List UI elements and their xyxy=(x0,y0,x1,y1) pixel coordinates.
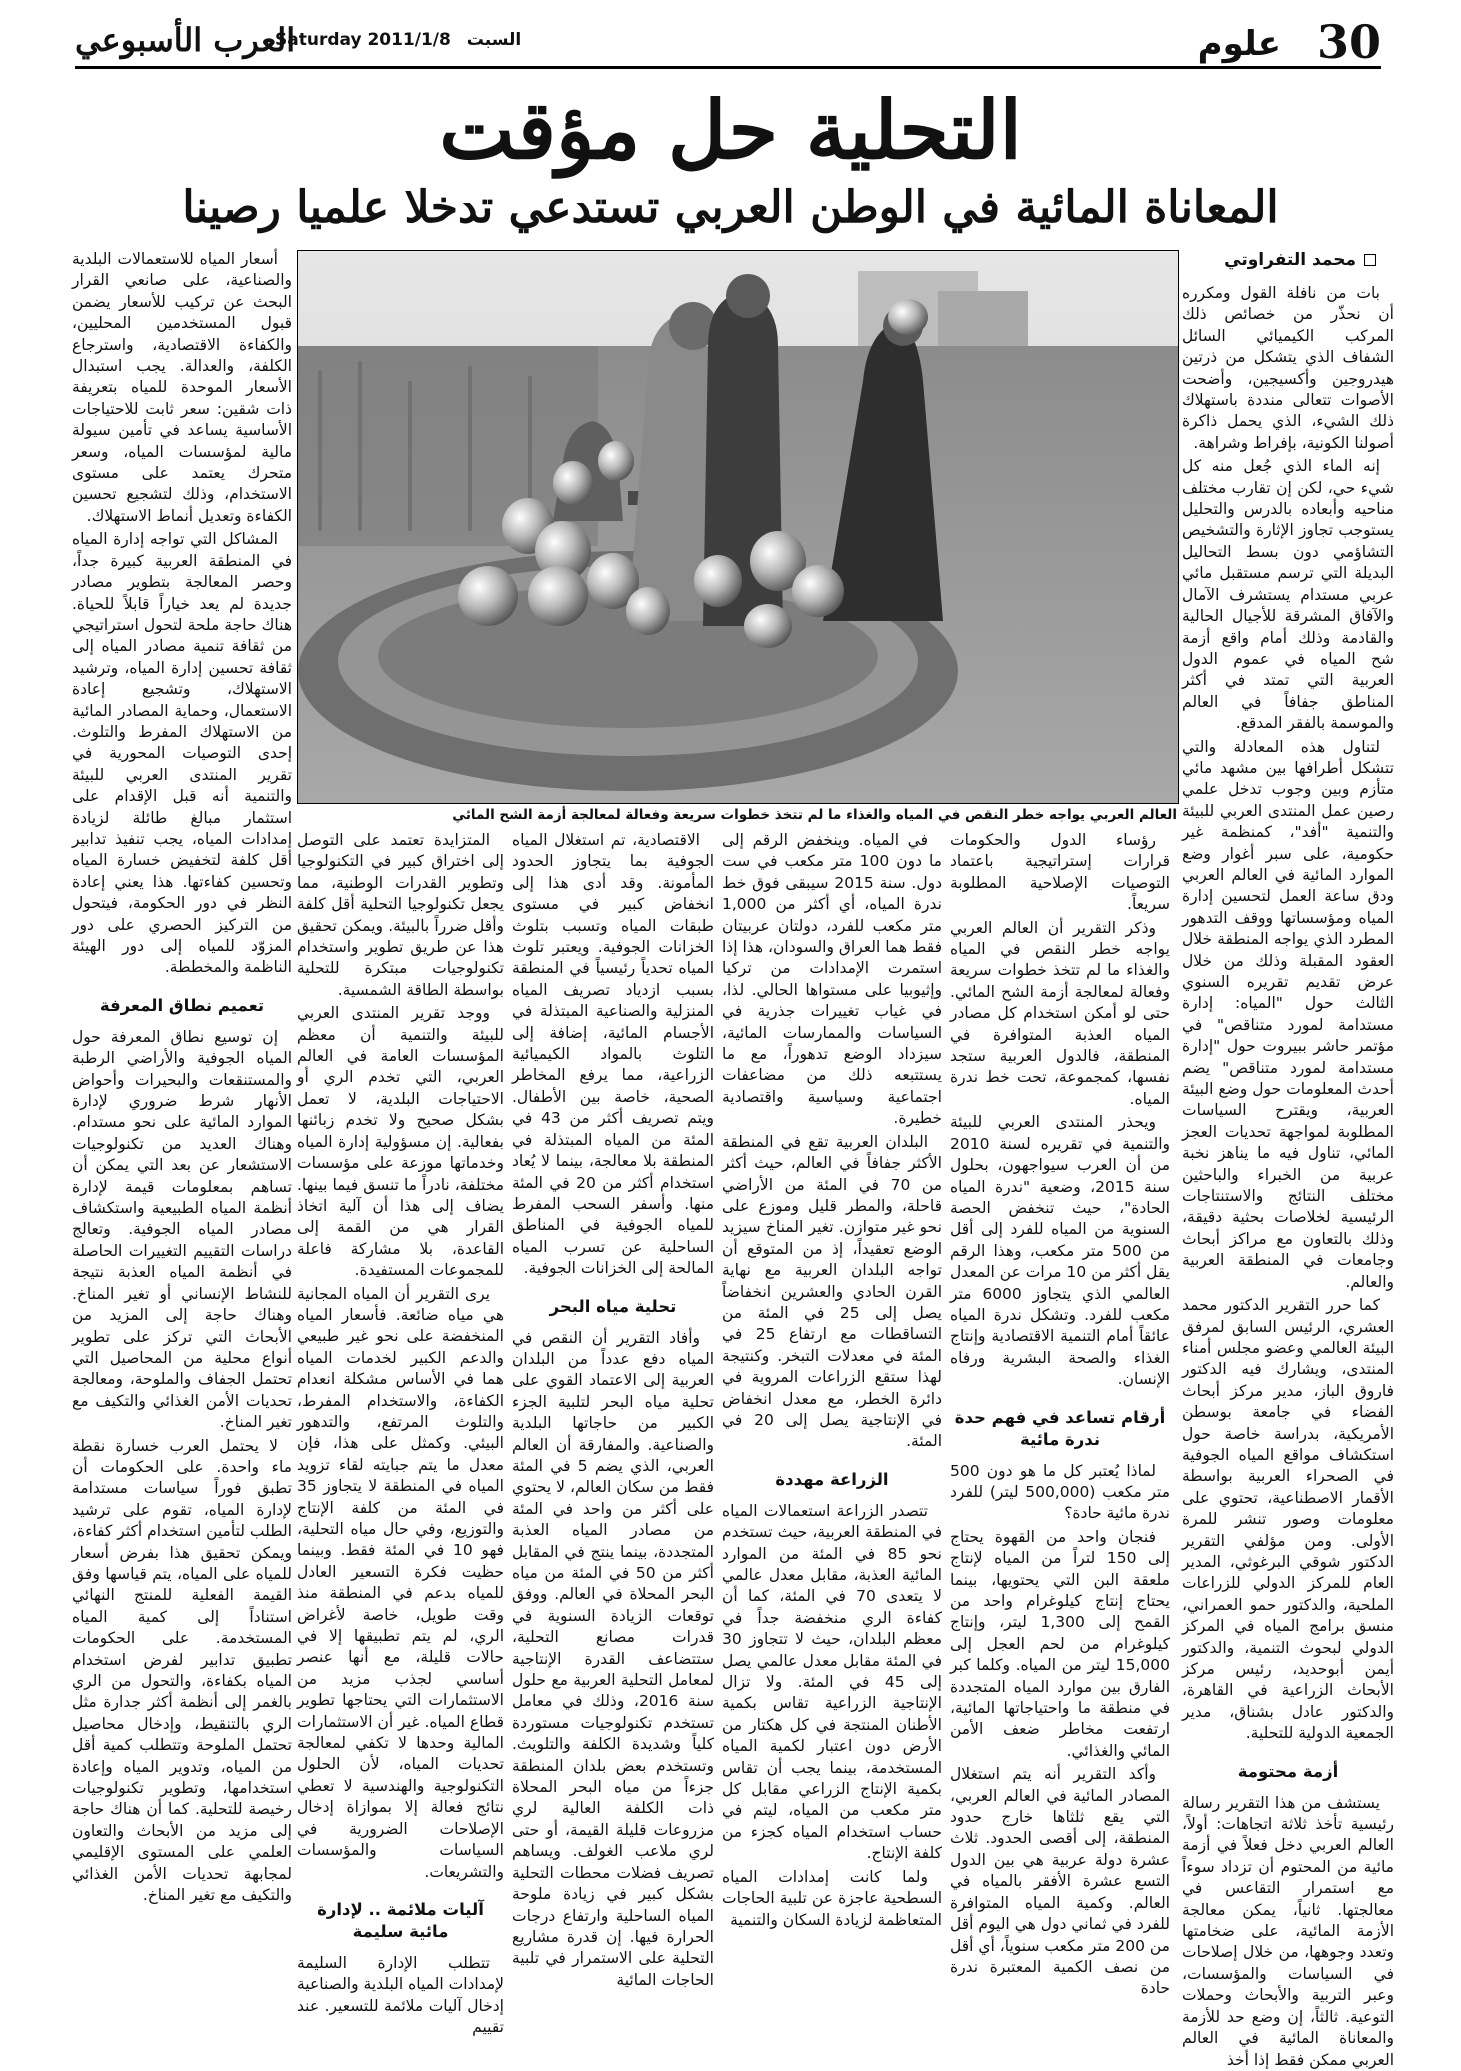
paragraph: لا يحتمل العرب خسارة نقطة ماء واحدة. على الحكومات أن تطبق فوراً سياسات مستدامة لإدارة المياه، تقوم على ترشيد الطلب لتأمين استخدام أكثر كفاءة، ويمكن تحقيق هذا بفرض أسعار للمياه على المياه، يتم قياسها وفق القيمة الفعلية للمنتج النهائي استناداً إلى كمية المياه المستخدمة. على الحكومات تطبيق تدابير لفرض استخدام المياه بكفاءة، والتحول من الري بالغمر إلى أنظمة أكثر جدارة مثل الري بالتنقيط، وإدخال محاصيل تحتمل الملوحة وتتطلب كمية أقل من المياه، وتدوير المياه وإعادة استخدامها، وتطوير تكنولوجيات رخيصة للتحلية. كما أن هناك حاجة إلى مزيد من الأبحاث والتعاون العلمي على المستوى الإقليمي لمجابهة تحديات الأمن الغذائي والتكيف مع تغير المناخ. xyxy=(72,1436,292,1905)
paragraph: البلدان العربية تقع في المنطقة الأكثر جفافاً في العالم، حيث أكثر من 70 في المئة من الأراضي قاحلة، والمطر قليل وموزع على نحو غير متوازن. تغير المناخ سيزيد الوضع تعقيداً، إذ من المتوقع أن تواجه البلدان العربية مع نهاية القرن الحادي والعشرين انخفاضاً يصل إلى 25 في المئة من التساقطات مع ارتفاع 25 في المئة في معدلات التبخر. وكنتيجة لهذا ستقع الزراعات المروية في دائرة الخطر، مع معدل انخفاض في الإنتاجية يصل إلى 20 في المئة. xyxy=(722,1132,942,1451)
paragraph: لتناول هذه المعادلة والتي تتشكل أطرافها بين مشهد مائي متأزم وبين وجوب تدخل علمي رصين عمل المنتدى العربي للبيئة والتنمية "أفد"، كمنظمة غير حكومية، على سبر أغوار وضع الموارد المائية في العالم العربي ودق ساعة العمل لتحسين إدارة المياه ومؤسساتها ووقف التدهور المطرد الذي يواجه المنطقة خلال العقود المقبلة وذلك من خلال عرض تقديم تقريره السنوي الثالث حول "المياه: إدارة مستدامة لمورد متناقص" في مؤتمر حاشر ببيروت حول "إدارة مستدامة لمورد متناقص" يضم أحدث المعلومات حول وضع البيئة العربية، ويقترح السياسات المطلوبة لمواجهة تحديات العجز المائي، تناول فيه ما يناهز نخبة عربية من الخبراء والباحثين مختلف النتائج والاستنتاجات الرئيسية لخلاصات بحثية دقيقة، وذلك بالتعاون مع مراكز أبحاث وجامعات في المنطقة العربية والعالم. xyxy=(1182,737,1394,1291)
paragraph: وأفاد التقرير أن النقص في المياه دفع عدداً من البلدان العربية إلى الاعتماد القوي على تحلية مياه البحر لتلبية الجزء الكبير من حاجاتها البلدية والصناعية. والمفارقة أن العالم العربي، الذي يضم 5 في المئة فقط من سكان العالم، لا يحتوي على أكثر من واحد في المئة من مصادر المياه العذبة المتجددة، بينما ينتج في المقابل أكثر من 50 في المئة من مياه البحر المحلاة في العالم. ووفق توقعات الزيادة السنوية في قدرات مصانع التحلية، ستتضاعف القدرة الإنتاجية لمعامل التحلية العربية مع حلول سنة 2016، وذلك في معامل تستخدم تكنولوجيات مستوردة كلياً وشديدة الكلفة والتلويث. وتستخدم بعض بلدان المنطقة جزءاً من مياه البحر المحلاة ذات الكلفة العالية لري مزروعات قليلة القيمة، أو حتى لري ملاعب الغولف. ويساهم تصريف فضلات محطات التحلية بشكل كبير في زيادة ملوحة المياه الساحلية وارتفاع درجات الحرارة فيها. إن قدرة مشاريع التحلية على الاستمرار في تلبية الحاجات المائية xyxy=(512,1328,714,1989)
article-column-2 xyxy=(950,830,1171,1998)
section-heading: أرقام تساعد في فهم حدة ندرة مائية xyxy=(954,1407,1166,1449)
article-headline: التحلية حل مؤقت xyxy=(439,83,1022,177)
article-column-1 xyxy=(1182,283,1394,2069)
section-heading: تعميم نطاق المعرفة xyxy=(99,995,265,1015)
paragraph: ووجد تقرير المنتدى العربي للبيئة والتنمية أن معظم المؤسسات العامة في العالم العربي، التي تخدم الري أو الاحتياجات البلدية، لا تعمل بشكل صحيح ولا تخدم زبائنها بفعالية. إن مسؤولية إدارة المياه وخدماتها موزعة على مؤسسات مختلفة، نادراً ما تنسق فيما بينها. يضاف إلى هذا أن آلية اتخاذ القرار هي من القمة إلى القاعدة، بلا مشاركة فاعلة للمجموعات المستفيدة. xyxy=(297,1004,504,1280)
section-heading: تحلية مياه البحر xyxy=(549,1296,677,1316)
issue-date-ar: السبت xyxy=(466,30,522,50)
issue-date xyxy=(275,26,521,54)
paragraph: فنجان واحد من القهوة يحتاج إلى 150 لتراً من المياه لإنتاج ملعقة البن التي يحتويها، بينما يحتاج إنتاج كيلوغرام واحد من القمح إلى 1,300 ليتر، وإنتاج كيلوغرام من لحم العجل إلى 15,000 ليتر من المياه. وكلما كبر الفارق بين موارد المياه المتجددة في منطقة ما واحتياجاتها المائية، ارتفعت مخاطر ضعف الأمن المائي والغذائي. xyxy=(950,1527,1171,1760)
paragraph: يستشف من هذا التقرير رسالة رئيسية تأخذ ثلاثة اتجاهات: أولاً، العالم العربي دخل فعلاً في أزمة مائية من المحتوم أن تزداد سوءاً مع استمرار التقاعس في معالجتها. ثانياً، يمكن معالجة الأزمة المائية، على ضخامتها وتعدد وجوهها، من خلال إصلاحات في السياسات والمؤسسات، وعبر التربية والأبحاث وحملات التوعية. ثالثاً، إن وضع حد للأزمة والمعاناة المائية في العالم العربي ممكن فقط إذا أخذ xyxy=(1182,1793,1394,2069)
paragraph: كما حرر التقرير الدكتور محمد العشري، الرئيس السابق لمرفق البيئة العالمي وعضو مجلس أمناء المنتدى، ويشارك فيه الدكتور فاروق الباز، مدير مركز أبحاث الفضاء في جامعة بوسطن الأمريكية، بدراسة خاصة حول استكشاف مواقع المياه الجوفية في الصحراء العربية بواسطة الأقمار الاصطناعية، تحتوي على معلومات وصور تنشر للمرة الأولى. ومن مؤلفي التقرير الدكتور شوقي البرغوثي، المدير العام للمركز الدولي للزراعات الملحية، والدكتور حمو العمراني، منسق برامج المياه في المركز الدولي لبحوث التنمية، والدكتور أيمن أبوحديد، رئيس مركز الأبحاث الزراعية في القاهرة، والدكتور عادل بشناق، مدير الجمعية الدولية للتحلية. xyxy=(1182,1296,1394,1743)
masthead-logo: العرب الأسبوعي xyxy=(75,21,296,59)
paragraph: رؤساء الدول والحكومات قرارات إستراتيجية باعتماد التوصيات الإصلاحية المطلوبة سريعاً. xyxy=(950,831,1170,914)
section-name: علوم xyxy=(1197,24,1281,64)
photo-caption: العالم العربي يواجه خطر النقص في المياه والغذاء ما لم تتخذ خطوات سريعة وفعالة لمعالجة أزمة الشح المائي xyxy=(452,807,1177,823)
paragraph: بات من نافلة القول ومكرره أن نحذّر من خصائص ذلك المركب الكيميائي السائل الشفاف الذي يتشكل من ذرتين هيدروجين وأكسيجين، وأضحت الأصوات تتعالى منددة باستهلاك ذلك الشيء، الذي يحمل ذاكرة أصولنا الكونية، بإفراط وشراهة. xyxy=(1182,284,1394,452)
paragraph: إن توسيع نطاق المعرفة حول المياه الجوفية والأراضي الرطبة والمستنقعات والبحيرات وأحواض الأنهار شرط ضروري لإدارة الموارد المائية على نحو مستدام. وهناك العديد من تكنولوجيات الاستشعار عن بعد التي يمكن أن تساهم بمعلومات قيمة لإدارة أنظمة المياه الطبيعية واستكشاف مصادر المياه الجوفية. وتعالج دراسات التقييم التغييرات الحاصلة في أنظمة المياه العذبة نتيجة للنشاط الإنساني أو تغير المناخ. وهناك حاجة إلى المزيد من الأبحاث التي تركز على تطوير أنواع محلية من المحاصيل التي تحتمل الجفاف والملوحة، ومعالجة تحديات الأمن الغذائي والتكيف مع تغير المناخ. xyxy=(72,1027,292,1432)
article-column-3 xyxy=(722,830,943,1929)
paragraph: المتزايدة تعتمد على التوصل إلى اختراق كبير في التكنولوجيا وتطوير القدرات الوطنية، مما يجعل تكنولوجيا التحلية أقل كلفة وأقل ضرراً بالبيئة. ويمكن تحقيق هذا عن طريق تطوير واستخدام تكنولوجيات مبتكرة للتحلية بواسطة الطاقة الشمسية. xyxy=(297,831,504,999)
paragraph: لماذا يُعتبر كل ما هو دون 500 متر مكعب (500,000 ليتر) للفرد ندرة مائية حادة؟ xyxy=(950,1461,1171,1523)
article-subtitle: المعاناة المائية في الوطن العربي تستدعي تدخلا علميا رصينا xyxy=(182,182,1279,233)
paragraph: ويحذر المنتدى العربي للبيئة والتنمية في تقريره لسنة 2010 من أن العرب سيواجهون، بحلول سنة 2015، وضعية "ندرة المياه الحادة"، حيث تنخفض الحصة السنوية من المياه للفرد إلى أقل من 500 متر مكعب، وهذا الرقم يقل أكثر من 10 مرات عن المعدل العالمي الذي يتجاوز 6000 متر مكعب للفرد. وتشكل ندرة المياه عائقاً أمام التنمية الاقتصادية وإنتاج الغذاء والصحة البشرية ورفاه الإنسان. xyxy=(950,1113,1171,1389)
section-heading: أزمة محتومة xyxy=(1237,1761,1339,1781)
paragraph: المشاكل التي تواجه إدارة المياه في المنطقة العربية كبيرة جداً، وحصر المعالجة بتطوير مصادر جديدة لم يعد خياراً قابلاً للحياة. هناك حاجة ملحة لتحول استراتيجي من ثقافة تنمية مصادر المياه إلى ثقافة تحسين إدارة المياه، وترشيد الاستهلاك، وتشجيع إعادة الاستعمال، وحماية المصادر المائية من الاستهلاك المفرط والتلوث. إحدى التوصيات المحورية في تقرير المنتدى العربي للبيئة والتنمية أنه قبل الإقدام على استثمار مبالغ طائلة لزيادة إمدادات المياه، يجب تنفيذ تدابير أقل كلفة لتخفيض خسارة المياه وتحسين كفاءتها. هذا يعني إعادة النظر في دور الحكومة، فيتحول من التركيز الحصري على دور المزوّد للمياه إلى دور الهيئة الناظمة والمخططة. xyxy=(72,530,292,977)
paragraph: أسعار المياه للاستعمالات البلدية والصناعية، على صانعي القرار البحث عن تركيب للأسعار يضمن قبول المستخدمين المحليين، والكفاءة الاقتصادية، واسترجاع الكلفة، والعدالة. يجب استبدال الأسعار الموحدة للمياه بتعريفة ذات شقين: سعر ثابت للاحتياجات الأساسية يساعد في تأمين سيولة مالية لمؤسسات المياه، وسعر متحرك يعتمد على مستوى الاستخدام، وذلك لتشجيع تحسين الكفاءة وتعديل أنماط الاستهلاك. xyxy=(72,250,292,525)
page-header xyxy=(75,15,1381,69)
paragraph: وأكد التقرير أنه يتم استغلال المصادر المائية في العالم العربي، التي يقع ثلثاها خارج حدود المنطقة، إلى أقصى الحدود. ثلاث عشرة دولة عربية هي بين الدول التسع عشرة الأفقر بالمياه في العالم. وكمية المياه المتوافرة للفرد في ثماني دول هي اليوم أقل من 200 متر مكعب سنوياً، أي أقل من نصف الكمية المعتبرة ندرة حادة xyxy=(950,1765,1170,1998)
section-heading: آليات ملائمة .. لإدارة مائية سليمة xyxy=(317,1899,484,1941)
paragraph: في المياه. وينخفض الرقم إلى ما دون 100 متر مكعب في ست دول. سنة 2015 سيبقى فوق خط ندرة المياه، أي أكثر من 1,000 متر مكعب للفرد، دولتان عربيتان فقط هما العراق والسودان، هذا إذا استمرت الإمدادات من تركيا وإثيوبيا على مستواها الحالي. لذا، في غياب تغييرات جذرية في السياسات والممارسات المائية، سيزداد الوضع تدهوراً، مع ما يستتبعه ذلك من مضاعفات اجتماعية وسياسية واقتصادية خطيرة. xyxy=(722,831,943,1128)
section-heading: الزراعة مهددة xyxy=(775,1469,889,1489)
photo-women-at-well xyxy=(298,251,1178,803)
paragraph: تتطلب الإدارة السليمة لإمدادات المياه البلدية والصناعية إدخال آليات ملائمة للتسعير. عند تقييم xyxy=(297,1953,504,2037)
paragraph: وذكر التقرير أن العالم العربي يواجه خطر النقص في المياه والغذاء ما لم تتخذ خطوات سريعة وفعالة لمعالجة أزمة الشح المائي. حتى لو أمكن استخدام كل مصادر المياه العذبة المتوافرة في المنطقة، فالدول العربية ستجد نفسها، كمجموعة، تحت خط ندرة المياه. xyxy=(950,918,1170,1108)
square-bullet-icon xyxy=(1364,254,1376,266)
author-name: محمد التفراوتي xyxy=(1224,250,1356,270)
article-column-6 xyxy=(72,249,292,1905)
paragraph: تتصدر الزراعة استعمالات المياه في المنطقة العربية، حيث تستخدم نحو 85 في المئة من الموارد المائية العذبة، مقابل معدل عالمي لا يتعدى 70 في المئة، كما أن كفاءة الري منخفضة جداً في معظم البلدان، حيث لا تتجاوز 30 في المئة مقابل معدل عالمي يصل إلى 45 في المئة. ولا تزال الإنتاجية الزراعية تقاس بكمية الأطنان المنتجة في كل هكتار من الأرض دون اعتبار لكمية المياه المستخدمة، بينما يجب أن تقاس بكمية الإنتاج الزراعي مقابل كل متر مكعب من المياه، ليتم في حساب استخدام المياه كجزء من كلفة الإنتاج. xyxy=(722,1501,942,1863)
issue-date-en: Saturday 2011/1/8 xyxy=(275,30,451,50)
paragraph: ولما كانت إمدادات المياه السطحية عاجزة عن تلبية الحاجات المتعاظمة لزيادة السكان والتنمية xyxy=(722,1867,942,1929)
author-byline xyxy=(1161,248,1376,272)
page-number: 30 xyxy=(1316,15,1381,69)
article-column-5 xyxy=(297,830,504,2037)
article-column-4 xyxy=(512,830,714,1989)
paragraph: إنه الماء الذي جُعل منه كل شيء حي، لكن إن تقارب مختلف مناحيه وأبعاده بالدرس والتحليل يستوجب تجاوز الإثارة والتشخيص التشاؤمي دون بسط التحاليل البديلة التي ترسم مستقبل مائي عربي مستدام يستشرف الآمال والآفاق المشرقة للأجيال الحالية والقادمة وذلك أمام واقع أزمة شح المياه في عموم الدول العربية التي تمتد في أكثر المناطق جفافاً في العالم والموسمة بالفقر المدقع. xyxy=(1182,457,1394,733)
article-photo xyxy=(297,250,1179,804)
paragraph: يرى التقرير أن المياه المجانية هي مياه ضائعة. فأسعار المياه المنخفضة على نحو غير طبيعي والدعم الكبير لخدمات المياه هما في الأساس مشكلة انعدام الكفاءة، والاستخدام المفرط، والتلوث المرتفع، والتدهور البيئي. وكمثل على هذا، فإن معدل ما يتم جبايته لقاء تزويد المياه في المنطقة لا يتجاوز 35 في المئة من كلفة الإنتاج والتوزيع، وفي حال مياه التحلية، فهو 10 في المئة فقط. وبينما حظيت فكرة التسعير العادل للمياه بدعم في المنطقة منذ وقت طويل، خاصة لأغراض الري، لم يتم تطبيقها إلا في حالات قليلة، مع أنها عنصر أساسي لجذب مزيد من الاستثمارات التي يحتاجها تطوير قطاع المياه. غير أن الاستثمارات المالية وحدها لا تكفي لمعالجة تحديات المياه، لأن الحلول التكنولوجية والهندسية لا تعطي نتائج فعالة إلا بموازاة إدخال الإصلاحات الضرورية في السياسات والمؤسسات والتشريعات. xyxy=(297,1284,504,1881)
paragraph: الاقتصادية، تم استغلال المياه الجوفية بما يتجاوز الحدود المأمونة. وقد أدى هذا إلى انخفاض كبير في مستوى طبقات المياه وتسبب بتلوث الخزانات الجوفية. ويعتبر تلوث المياه تحدياً رئيسياً في المنطقة بسبب ازدياد تصريف المياه المنزلية والصناعية المبتذلة في الأجسام المائية، إضافة إلى التلوث بالمواد الكيميائية الزراعية، مما يرفع المخاطر الصحية، خاصة بين الأطفال. ويتم تصريف أكثر من 43 في المئة من المياه المبتذلة في المنطقة بلا معالجة، بينما لا يُعاد استخدام أكثر من 20 في المئة منها. وأسفر السحب المفرط للمياه الجوفية في المناطق الساحلية عن تسرب المياه المالحة إلى الخزانات الجوفية. xyxy=(512,831,714,1278)
